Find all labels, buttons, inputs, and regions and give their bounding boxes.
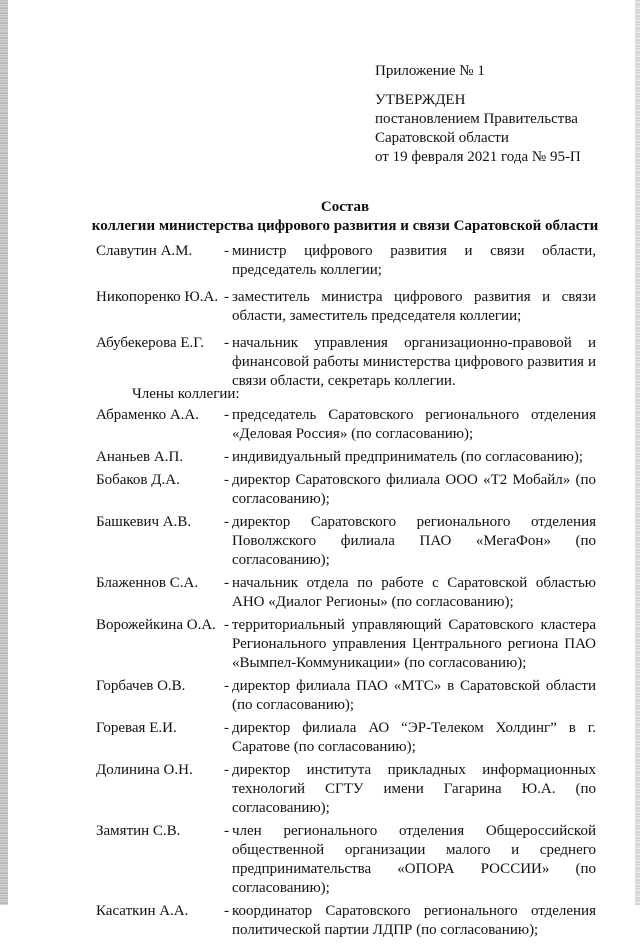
- scan-edge-right: [635, 0, 640, 905]
- appendix-block: [375, 62, 615, 167]
- scan-edge-left: [0, 0, 8, 905]
- list-item: [96, 902, 596, 940]
- approval-line-1: постановлением Правительства: [375, 111, 578, 127]
- dash: -: [224, 472, 229, 488]
- person-name: Ворожейкина О.А.: [96, 617, 216, 633]
- person-name: Замятин С.В.: [96, 823, 181, 839]
- leadership-list: [96, 242, 596, 399]
- list-item: [96, 677, 596, 715]
- person-role: заместитель министра цифрового развития и связи области, заместитель председателя коллегии;: [232, 289, 596, 324]
- appendix-number: Приложение № 1: [375, 63, 485, 79]
- members-list: [96, 406, 596, 944]
- person-name: Абубекерова Е.Г.: [96, 335, 205, 351]
- dash: -: [224, 720, 229, 736]
- dash: -: [224, 903, 229, 919]
- person-name: Славутин А.М.: [96, 243, 193, 259]
- dash: -: [224, 514, 229, 530]
- person-name: Никопоренко Ю.А.: [96, 289, 219, 305]
- person-role: начальник управления организационно-правовой и финансовой работы министерства цифрового развития и связи области, секретарь коллегии.: [232, 335, 596, 389]
- list-item: [96, 288, 596, 326]
- list-item: [96, 471, 596, 509]
- dash: -: [224, 617, 229, 633]
- person-role: территориальный управляющий Саратовского кластера Регионального управления Центрального региона ПАО «Вымпел-Коммуникации» (по согласованию);: [232, 617, 596, 671]
- dash: -: [224, 575, 229, 591]
- list-item: [96, 513, 596, 570]
- person-role: директор Саратовского филиала ООО «Т2 Мобайл» (по согласованию);: [232, 472, 596, 507]
- dash: -: [224, 823, 229, 839]
- list-item: [96, 406, 596, 444]
- list-item: [96, 822, 596, 898]
- list-item: [96, 448, 596, 467]
- approved-label: УТВЕРЖДЕН: [375, 92, 466, 108]
- person-role: директор Саратовского регионального отделения Поволжского филиала ПАО «МегаФон» (по согласованию);: [232, 514, 596, 568]
- dash: -: [224, 678, 229, 694]
- list-item: [96, 242, 596, 280]
- dash: -: [224, 449, 229, 465]
- person-name: Горевая Е.И.: [96, 720, 177, 736]
- dash: -: [224, 243, 229, 259]
- person-role: директор института прикладных информационных технологий СГТУ имени Гагарина Ю.А. (по согласованию);: [232, 762, 596, 816]
- person-name: Абраменко А.А.: [96, 407, 199, 423]
- members-heading: Члены коллегии:: [132, 386, 240, 402]
- list-item: [96, 719, 596, 757]
- dash: -: [224, 289, 229, 305]
- approval-line-3: от 19 февраля 2021 года № 95-П: [375, 149, 581, 165]
- dash: -: [224, 407, 229, 423]
- list-item: [96, 761, 596, 818]
- approval-line-2: Саратовской области: [375, 130, 509, 146]
- document-title: [90, 198, 600, 236]
- title-line-2: коллегии министерства цифрового развития и связи Саратовской области: [91, 218, 599, 234]
- person-name: Долинина О.Н.: [96, 762, 193, 778]
- person-role: индивидуальный предприниматель (по согласованию);: [232, 449, 584, 465]
- dash: -: [224, 335, 229, 351]
- person-name: Башкевич А.В.: [96, 514, 192, 530]
- person-name: Касаткин А.А.: [96, 903, 189, 919]
- person-role: начальник отдела по работе с Саратовской областью АНО «Диалог Регионы» (по согласованию);: [232, 575, 596, 610]
- person-role: член регионального отделения Общероссийской общественной организации малого и среднего предпринимательства «ОПОРА РОССИИ» (по согласованию);: [232, 823, 596, 896]
- list-item: [96, 616, 596, 673]
- person-role: директор филиала ПАО «МТС» в Саратовской области (по согласованию);: [232, 678, 596, 713]
- person-role: координатор Саратовского регионального отделения политической партии ЛДПР (по согласованию);: [232, 903, 596, 938]
- list-item: [96, 574, 596, 612]
- person-name: Горбачев О.В.: [96, 678, 186, 694]
- title-line-1: Состав: [320, 199, 370, 215]
- dash: -: [224, 762, 229, 778]
- person-name: Ананьев А.П.: [96, 449, 184, 465]
- person-role: директор филиала АО “ЭР-Телеком Холдинг” в г. Саратове (по согласованию);: [232, 720, 596, 755]
- person-role: председатель Саратовского регионального отделения «Деловая Россия» (по согласованию);: [232, 407, 596, 442]
- person-name: Блаженнов С.А.: [96, 575, 199, 591]
- list-item: [96, 334, 596, 391]
- person-role: министр цифрового развития и связи области, председатель коллегии;: [232, 243, 596, 278]
- person-name: Бобаков Д.А.: [96, 472, 180, 488]
